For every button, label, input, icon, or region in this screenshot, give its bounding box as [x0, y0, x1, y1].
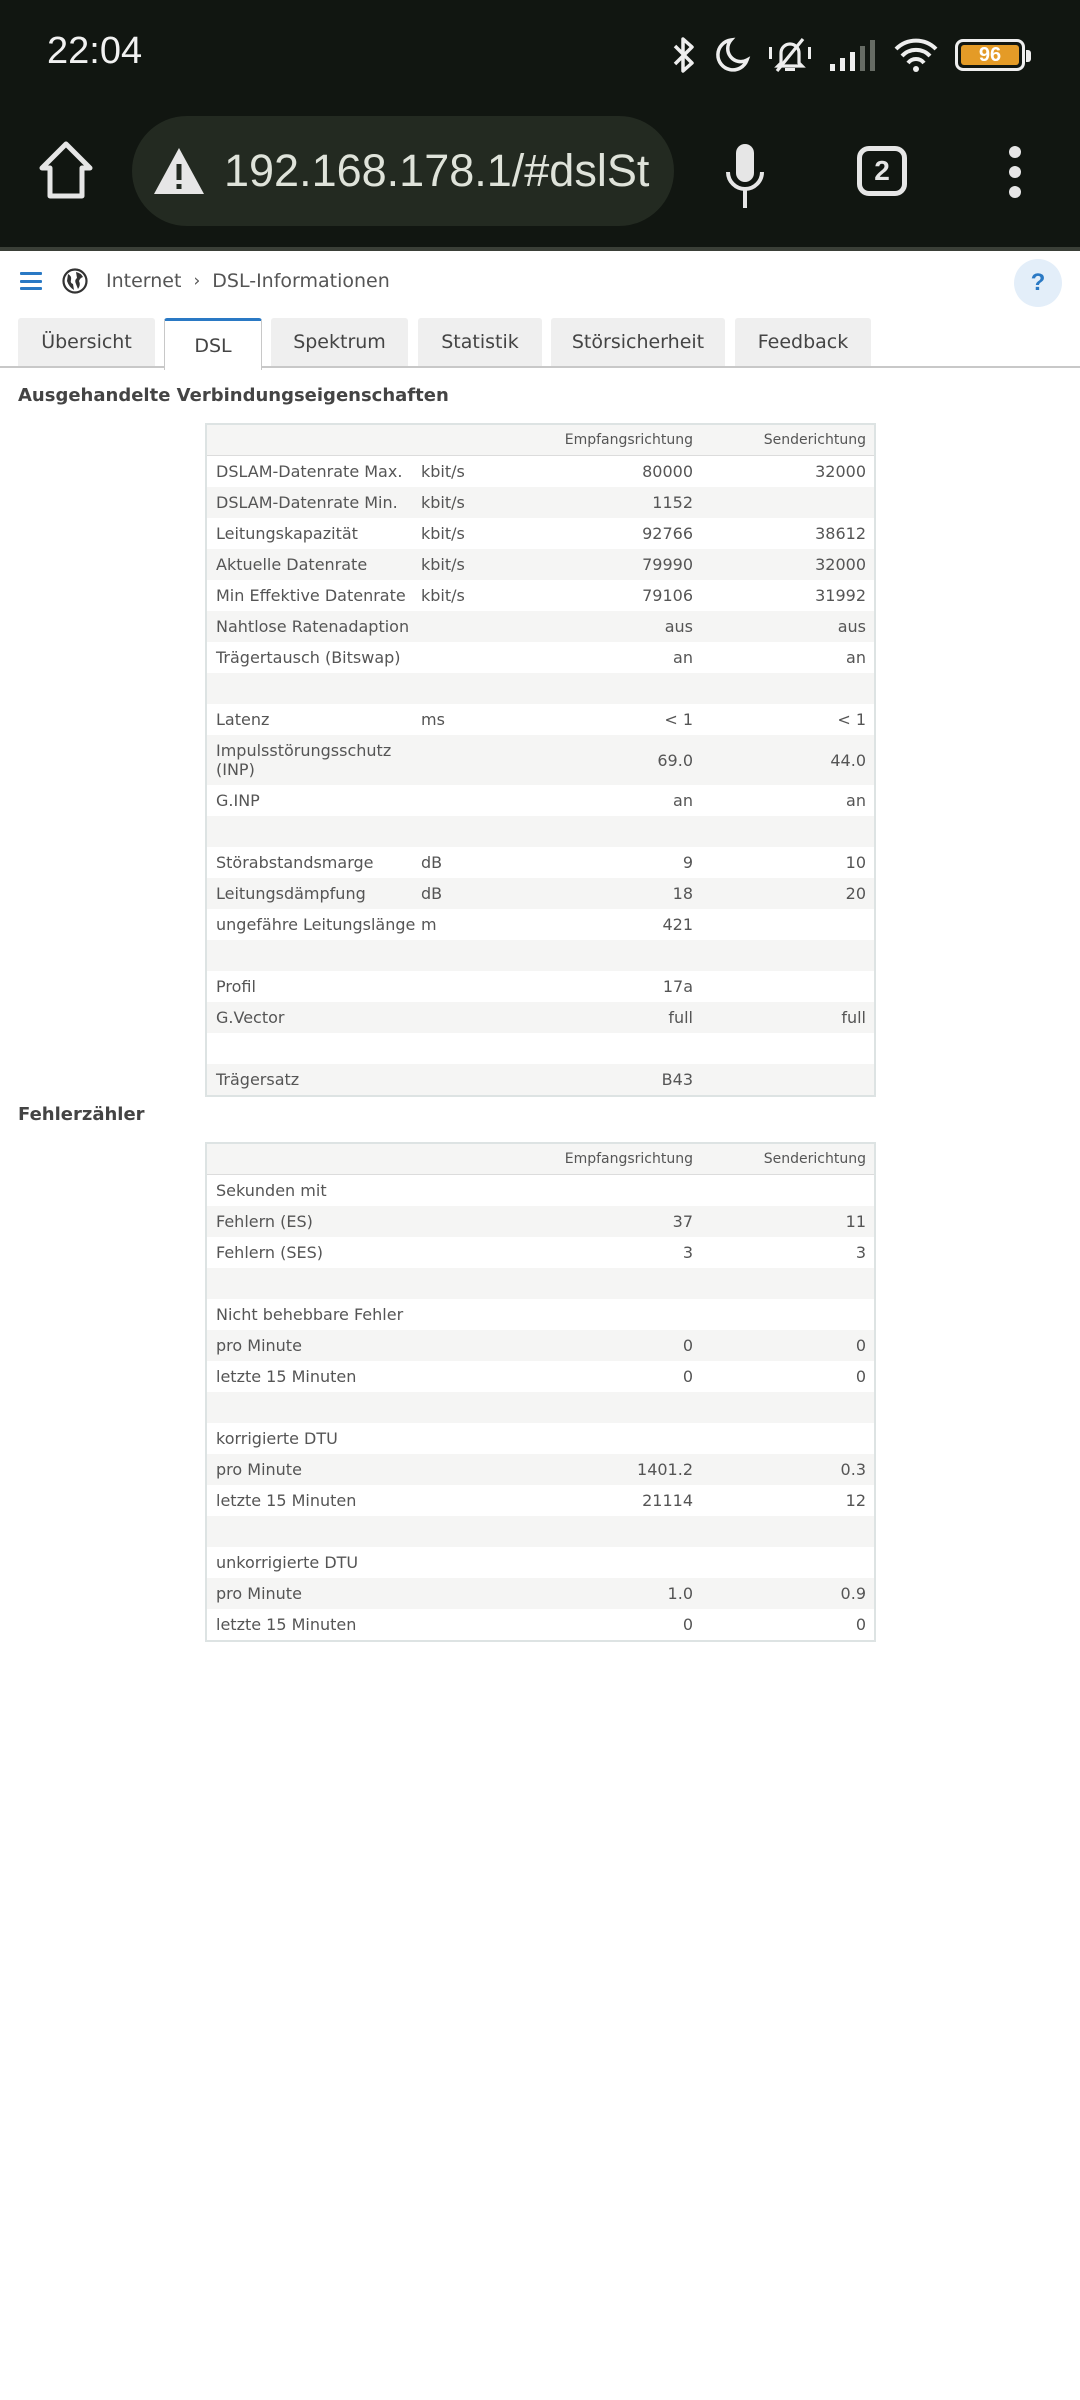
cell-label: Aktuelle Datenrate	[216, 554, 368, 574]
table-row	[207, 1392, 874, 1423]
cell-unit: dB	[421, 853, 443, 872]
table-row	[207, 909, 874, 940]
tab-bar	[0, 318, 1080, 368]
header-rx: Empfangsrichtung	[564, 432, 693, 448]
cell-tx: an	[846, 791, 866, 810]
battery-icon	[955, 39, 1025, 71]
cell-tx: 31992	[815, 586, 866, 605]
cell-label: letzte 15 Minuten	[216, 1490, 357, 1510]
cell-rx: 0	[682, 1336, 693, 1355]
tab-dsl[interactable]: DSL	[164, 318, 262, 370]
chevron-right-icon: ›	[193, 271, 201, 291]
cell-label: DSLAM-Datenrate Max.	[216, 461, 403, 481]
cell-rx: 0	[682, 1367, 693, 1386]
cell-unit: kbit/s	[421, 493, 465, 512]
cell-label: letzte 15 Minuten	[216, 1614, 357, 1634]
table-row	[207, 518, 874, 549]
status-time: 22:04	[47, 30, 143, 72]
cell-tx: 3	[855, 1243, 866, 1262]
cell-rx: 1401.2	[637, 1460, 693, 1479]
cell-rx: 79990	[642, 555, 693, 574]
cell-unit: m	[421, 915, 437, 934]
table-row	[207, 580, 874, 611]
table-row	[207, 673, 874, 704]
warning-icon[interactable]	[152, 146, 206, 196]
header-tx: Senderichtung	[763, 432, 866, 448]
battery-level: 96	[961, 45, 1019, 65]
cell-label: DSLAM-Datenrate Min.	[216, 492, 398, 512]
table-row	[207, 1268, 874, 1299]
cell-rx: 37	[672, 1212, 693, 1231]
hamburger-menu-icon[interactable]	[20, 272, 42, 290]
cell-rx: 421	[662, 915, 693, 934]
table-row	[207, 1002, 874, 1033]
cell-rx: 17a	[662, 977, 693, 996]
moon-icon	[713, 36, 751, 74]
cell-rx: 92766	[642, 524, 693, 543]
table-row	[207, 1330, 874, 1361]
table-row	[207, 642, 874, 673]
url-text[interactable]: 192.168.178.1/#dslSt	[224, 145, 650, 196]
tab-uebersicht[interactable]: Übersicht	[18, 318, 155, 366]
table-row	[207, 971, 874, 1002]
cell-tx: 11	[845, 1212, 866, 1231]
globe-icon	[62, 268, 88, 294]
cell-rx: 21114	[642, 1491, 693, 1510]
table-row	[207, 1485, 874, 1516]
cell-label: Leitungskapazität	[216, 523, 358, 543]
tab-stoersicherheit[interactable]: Störsicherheit	[551, 318, 725, 366]
cell-label: G.INP	[216, 790, 260, 810]
cell-unit: kbit/s	[421, 524, 465, 543]
cell-label: Sekunden mit	[216, 1180, 327, 1200]
header-rx: Empfangsrichtung	[564, 1151, 693, 1167]
cell-rx: 80000	[642, 462, 693, 481]
table-row	[207, 1033, 874, 1064]
table-row	[207, 878, 874, 909]
tab-statistik[interactable]: Statistik	[418, 318, 542, 366]
cell-unit: kbit/s	[421, 462, 465, 481]
signal-icon	[829, 38, 877, 72]
cell-label: Nicht behebbare Fehler	[216, 1304, 404, 1324]
cell-label: pro Minute	[216, 1583, 302, 1603]
table-row	[207, 1175, 874, 1206]
table-row	[207, 549, 874, 580]
table-row	[207, 816, 874, 847]
cell-unit: dB	[421, 884, 443, 903]
cell-tx: aus	[837, 617, 866, 636]
table-row	[207, 1237, 874, 1268]
cell-tx: 0	[855, 1615, 866, 1634]
table-row	[207, 611, 874, 642]
bluetooth-icon	[671, 35, 697, 75]
cell-label: Min Effektive Datenrate	[216, 585, 406, 605]
table-row	[207, 1206, 874, 1237]
cell-label: Trägersatz	[216, 1069, 300, 1089]
cell-rx: 18	[672, 884, 693, 903]
cell-label: unkorrigierte DTU	[216, 1552, 359, 1572]
connection-table	[205, 423, 876, 1097]
table-row	[207, 1423, 874, 1454]
bell-off-icon	[767, 35, 813, 75]
cell-label: G.Vector	[216, 1007, 285, 1027]
cell-label: pro Minute	[216, 1459, 302, 1479]
cell-rx: < 1	[664, 710, 693, 729]
cell-label: Trägertausch (Bitswap)	[216, 647, 401, 667]
cell-label: Impulsstörungsschutz (INP)	[216, 740, 392, 779]
table-row	[207, 1578, 874, 1609]
browser-chrome	[0, 0, 1080, 250]
cell-rx: full	[668, 1008, 693, 1027]
microphone-icon[interactable]	[722, 142, 768, 210]
cell-rx: an	[673, 648, 693, 667]
cell-rx: 79106	[642, 586, 693, 605]
cell-rx: B43	[661, 1070, 693, 1089]
cell-tx: 32000	[815, 462, 866, 481]
tab-spektrum[interactable]: Spektrum	[271, 318, 408, 366]
cell-unit: kbit/s	[421, 586, 465, 605]
cell-tx: 32000	[815, 555, 866, 574]
cell-label: pro Minute	[216, 1335, 302, 1355]
cell-rx: an	[673, 791, 693, 810]
table-header	[207, 1144, 874, 1175]
cell-label: Störabstandsmarge	[216, 852, 374, 872]
wifi-icon	[893, 36, 939, 74]
tab-switcher-button[interactable]: 2	[857, 146, 907, 196]
table-row	[207, 785, 874, 816]
cell-label: Fehlern (SES)	[216, 1242, 324, 1262]
url-bar[interactable]	[132, 116, 674, 226]
cell-label: Leitungsdämpfung	[216, 883, 366, 903]
table-row	[207, 735, 874, 785]
table-row	[207, 704, 874, 735]
table-row	[207, 1516, 874, 1547]
cell-tx: 0.9	[840, 1584, 866, 1603]
tab-feedback[interactable]: Feedback	[735, 318, 871, 366]
cell-rx: 0	[682, 1615, 693, 1634]
cell-rx: 9	[682, 853, 693, 872]
help-button[interactable]: ?	[1014, 259, 1062, 307]
table-row	[207, 487, 874, 518]
home-icon[interactable]	[38, 140, 94, 200]
table-row	[207, 456, 874, 487]
cell-label: Latenz	[216, 709, 270, 729]
cell-tx: 38612	[815, 524, 866, 543]
cell-tx: < 1	[837, 710, 866, 729]
table-header	[207, 425, 874, 456]
breadcrumb-dsl-informationen: DSL-Informationen	[212, 270, 390, 292]
cell-rx: 69.0	[657, 750, 693, 770]
breadcrumb-internet[interactable]: Internet	[106, 270, 182, 292]
cell-tx: 0.3	[840, 1460, 866, 1479]
cell-tx: 0	[855, 1367, 866, 1386]
table-row	[207, 1547, 874, 1578]
cell-rx: 1152	[652, 493, 693, 512]
cell-label: Fehlern (ES)	[216, 1211, 313, 1231]
status-icons	[671, 34, 1025, 76]
cell-rx: 1.0	[667, 1584, 693, 1603]
cell-label: letzte 15 Minuten	[216, 1366, 357, 1386]
cell-rx: aus	[664, 617, 693, 636]
table-row	[207, 940, 874, 971]
cell-unit: ms	[421, 710, 445, 729]
cell-tx: 44.0	[830, 750, 866, 770]
table-row	[207, 847, 874, 878]
table-row	[207, 1454, 874, 1485]
cell-tx: 0	[855, 1336, 866, 1355]
breadcrumb	[106, 270, 390, 292]
chrome-divider	[0, 247, 1080, 251]
header-tx: Senderichtung	[763, 1151, 866, 1167]
cell-label: ungefähre Leitungslänge	[216, 914, 416, 934]
errors-table	[205, 1142, 876, 1642]
cell-tx: an	[846, 648, 866, 667]
cell-tx: 12	[845, 1491, 866, 1510]
cell-unit: kbit/s	[421, 555, 465, 574]
section-title-errors: Fehlerzähler	[18, 1104, 145, 1125]
cell-label: Nahtlose Ratenadaption	[216, 616, 410, 636]
table-row	[207, 1361, 874, 1392]
more-menu-icon[interactable]	[1000, 146, 1030, 198]
cell-label: korrigierte DTU	[216, 1428, 338, 1448]
cell-label: Profil	[216, 976, 256, 996]
cell-rx: 3	[682, 1243, 693, 1262]
cell-tx: 20	[845, 884, 866, 903]
table-row	[207, 1064, 874, 1095]
section-title-connection: Ausgehandelte Verbindungseigenschaften	[18, 385, 449, 406]
table-row	[207, 1299, 874, 1330]
cell-tx: 10	[845, 853, 866, 872]
table-row	[207, 1609, 874, 1640]
cell-tx: full	[841, 1008, 866, 1027]
